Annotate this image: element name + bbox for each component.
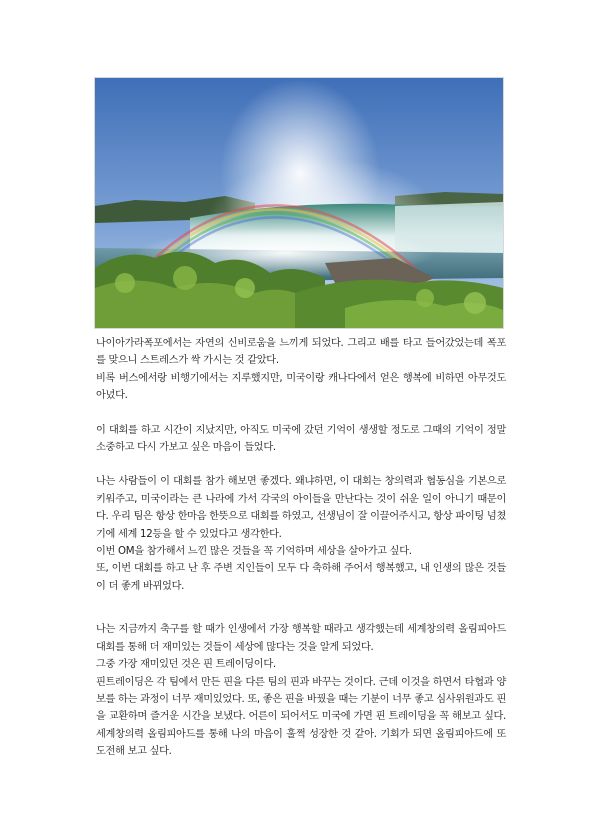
paragraph-memory: 이 대회를 하고 시간이 지났지만, 아직도 미국에 갔던 기억이 생생할 정도로 그때의 기억이 정말 소중하고 다시 가보고 싶은 마음이 들었다. <box>96 424 506 454</box>
paragraph-soccer: 나는 지금까지 축구를 할 때가 인생에서 가장 행복할 때라고 생각했는데 세계창의력 올림피아드대회를 통해 더 재미있는 것들이 세상에 많다는 것을 알게 되었다. <box>96 624 506 653</box>
paragraph-congrats: 또, 이번 대회를 하고 난 후 주변 지인들이 모두 다 축하해 주어서 행복했고, 내 인생의 많은 것들이 더 좋게 바뀌었다. <box>96 563 506 592</box>
paragraph-remember: 이번 OM을 참가해서 느낀 많은 것들을 꼭 기억하며 세상을 살아가고 싶다. <box>96 546 412 558</box>
waterfall-illustration <box>95 78 503 328</box>
paragraph-recommend: 나는 사람들이 이 대회를 참가 해보면 좋겠다. 왜냐하면, 이 대회는 창의력과 협동심을 기본으로 키워주고, 미국이라는 큰 나라에 가서 각국의 아이들을 만난다는 것이 쉬운 일이 아니기 때문이다. 우리 팀은 항상 한마음 한뜻으로 대회를 하였고, 선생님이 잘 이끌어주시고, 항상 파이팅 넘쳤기에 세계 12등을 할 수 있었다고 생각한다. <box>96 476 506 540</box>
waterfall-rainbow-photo <box>94 77 504 329</box>
paragraph-pin-trading: 핀트레이딩은 각 팀에서 만든 핀을 다른 팀의 핀과 바꾸는 것이다. 근데 이것을 하면서 타협과 양보를 하는 과정이 너무 재미있었다. 또, 좋은 핀을 바꿨을 때는 기분이 너무 좋고 심사위원과도 핀을 교환하며 즐거운 시간을 보냈다. 어른이 되어서도 미국에 가면 핀 트레이딩을 꼭 해보고 싶다. 세계창의력 올림피아드를 통해 나의 마음이 훌쩍 성장한 것 같아. 기회가 되면 올림피아드에 또 도전해 보고 싶다. <box>96 676 506 758</box>
paragraph-pin-intro: 그중 가장 재미있던 것은 핀 트레이딩이다. <box>96 659 276 671</box>
essay-text <box>96 335 506 761</box>
paragraph-niagara: 나이아가라폭포에서는 자연의 신비로움을 느끼게 되었다. 그리고 배를 타고 들어갔었는데 폭포를 맞으니 스트레스가 싹 가시는 것 같았다. <box>96 338 506 367</box>
paragraph-travel: 비록 버스에서랑 비행기에서는 지루했지만, 미국이랑 캐나다에서 얻은 행복에 비하면 아무것도 아녔다. <box>96 372 506 402</box>
